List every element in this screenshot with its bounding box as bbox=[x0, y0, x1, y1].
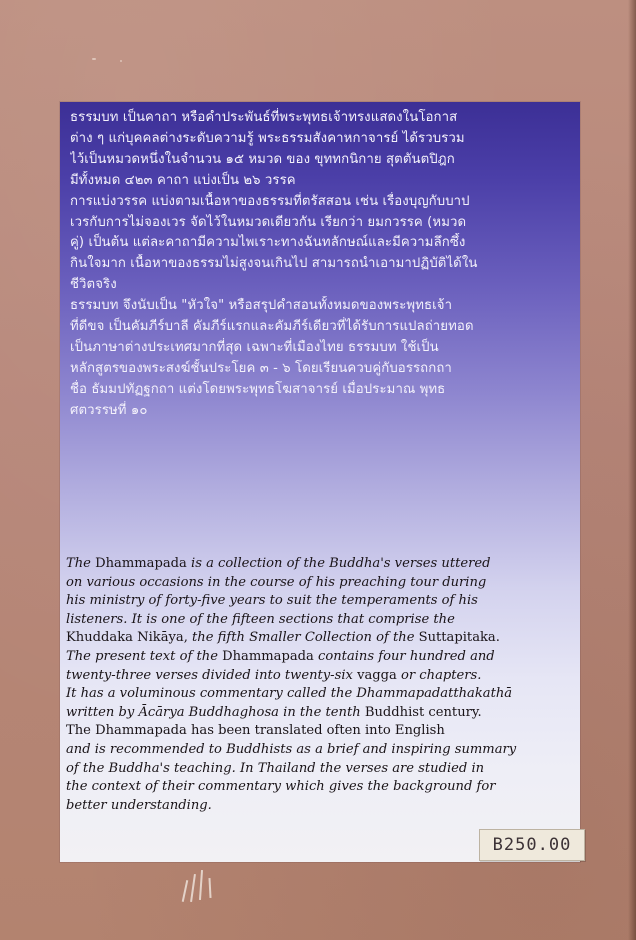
english-text-segment: Dhammapada bbox=[95, 556, 191, 571]
thai-description bbox=[70, 108, 570, 422]
thai-line: ต่าง ๆ แก่บุคคลต่างระดับความรู้ พระธรรมสังคาหกาจารย์ ได้รวบรวม bbox=[70, 130, 465, 146]
english-text-segment: the fifth Smaller Collection of the bbox=[192, 630, 419, 646]
english-text-segment: vagga bbox=[357, 667, 401, 683]
thai-line: คู่) เป็นต้น แต่ละคาถามีความไพเราะทางฉันทลักษณ์และมีความลึกซึ้ง bbox=[70, 235, 466, 251]
english-text-segment: written by Ācārya Buddhaghosa in the tenth bbox=[66, 704, 365, 720]
english-line bbox=[66, 685, 576, 704]
english-text-segment: Buddhist century. bbox=[364, 704, 482, 720]
price-sticker bbox=[479, 829, 585, 861]
english-line bbox=[66, 574, 576, 593]
text-panel bbox=[60, 102, 580, 862]
english-text-segment: on various occasions in the course of his preaching tour during bbox=[66, 574, 487, 590]
english-text-segment: the context of their commentary which gives the background for bbox=[66, 779, 496, 795]
english-line bbox=[66, 704, 576, 723]
price-label: B250.00 bbox=[492, 835, 572, 855]
english-line bbox=[66, 667, 576, 686]
english-text-segment: Khuddaka Nikāya, bbox=[66, 630, 193, 646]
english-text-segment: Dhammapada bbox=[95, 723, 191, 739]
english-text-segment: The bbox=[66, 556, 96, 571]
english-text-segment: twenty-three verses divided into twenty-six bbox=[66, 667, 358, 683]
cover-scuff bbox=[120, 60, 122, 62]
english-text-segment: is a collection of the Buddha's verses uttered bbox=[191, 556, 491, 571]
english-text-segment: of the Buddha's teaching. In Thailand the verses are studied in bbox=[66, 760, 485, 776]
english-line bbox=[66, 741, 576, 760]
english-line bbox=[66, 722, 576, 741]
english-text-segment: his ministry of forty-five years to suit the temperaments of his bbox=[66, 593, 478, 609]
english-text-segment: listeners. It is one of the fifteen sections that comprise the bbox=[66, 611, 455, 627]
english-line bbox=[66, 797, 576, 816]
thai-line: เป็นภาษาต่างประเทศมากที่สุด เฉพาะที่เมืองไทย ธรรมบท ใช้เป็น bbox=[70, 339, 439, 355]
thai-line: ศตวรรษที่ ๑๐ bbox=[70, 402, 148, 418]
thai-line: ชีวิตจริง bbox=[70, 277, 117, 293]
thai-line: การแบ่งวรรค แบ่งตามเนื้อหาของธรรมที่ตรัสสอน เช่น เรื่องบุญกับบาป bbox=[70, 193, 470, 209]
cover-scuff bbox=[208, 878, 211, 898]
thai-line: กินใจมาก เนื้อหาของธรรมไม่สูงจนเกินไป สามารถนำเอามาปฏิบัติได้ใน bbox=[70, 256, 478, 272]
thai-line: ไว้เป็นหมวดหนึ่งในจำนวน ๑๕ หมวด ของ ขุททกนิกาย สุตตันตปิฎก bbox=[70, 151, 455, 167]
english-text-segment: The bbox=[66, 723, 96, 739]
thai-line: ชื่อ ธัมมปทัฏฐกถา แต่งโดยพระพุทธโฆสาจารย์ เมื่อประมาณ พุทธ bbox=[70, 381, 446, 397]
english-line bbox=[66, 592, 576, 611]
cover-scuff bbox=[182, 880, 189, 902]
english-description bbox=[66, 555, 576, 815]
english-line bbox=[66, 555, 576, 574]
cover-scuff bbox=[92, 58, 96, 60]
english-text-segment: and is recommended to Buddhists as a brief and inspiring summary bbox=[66, 741, 517, 757]
english-text-segment: It has a voluminous commentary called the Dhammapadatthakathā bbox=[66, 686, 513, 702]
cover-scuff bbox=[190, 874, 196, 902]
english-text-segment: or chapters. bbox=[401, 667, 482, 683]
english-line bbox=[66, 778, 576, 797]
english-text-segment: contains four hundred and bbox=[318, 648, 495, 664]
thai-line: มีทั้งหมด ๔๒๓ คาถา แบ่งเป็น ๒๖ วรรค bbox=[70, 172, 296, 188]
thai-line: เวรกับการไม่จองเวร จัดไว้ในหมวดเดียวกัน เรียกว่า ยมกวรรค (หมวด bbox=[70, 214, 467, 230]
cover-edge-shadow bbox=[628, 0, 636, 940]
english-line bbox=[66, 760, 576, 779]
cover-scuff bbox=[199, 870, 203, 900]
thai-line: หลักสูตรของพระสงฆ์ชั้นประโยค ๓ - ๖ โดยเรียนควบคู่กับอรรถกถา bbox=[70, 360, 452, 376]
thai-line: ที่ดีขจ เป็นคัมภีร์บาลี คัมภีร์แรกและคัมภีร์เดียวที่ได้รับการแปลถ่ายทอด bbox=[70, 319, 474, 335]
english-text-segment: better understanding. bbox=[66, 797, 212, 813]
english-line bbox=[66, 611, 576, 630]
english-text-segment: Dhammapada bbox=[222, 648, 319, 664]
english-line bbox=[66, 629, 576, 648]
english-line bbox=[66, 648, 576, 667]
thai-line: ธรรมบท จึงนับเป็น "หัวใจ" หรือสรุปคำสอนทั้งหมดของพระพุทธเจ้า bbox=[70, 298, 453, 314]
thai-line: ธรรมบท เป็นคาถา หรือคำประพันธ์ที่พระพุทธเจ้าทรงแสดงในโอกาส bbox=[70, 110, 458, 125]
english-text-segment: has been translated often into English bbox=[191, 723, 445, 739]
english-text-segment: Suttapitaka. bbox=[418, 630, 500, 646]
english-text-segment: The present text of the bbox=[66, 648, 223, 664]
